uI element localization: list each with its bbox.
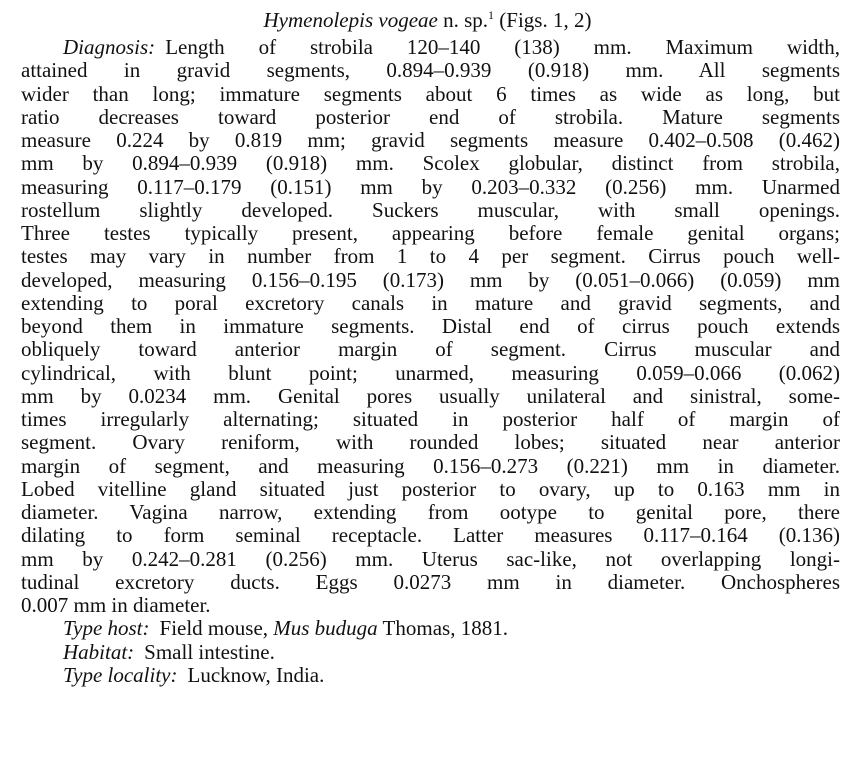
text-line: mm by 0.242–0.281 (0.256) mm. Uterus sac-like, not overlapping longi- xyxy=(21,546,840,571)
habitat-label: Habitat: xyxy=(63,639,135,664)
text-line: mm by 0.0234 mm. Genital pores usually unilateral and sinistral, some- xyxy=(21,383,840,408)
type-host-common-name: Field mouse, xyxy=(159,616,274,641)
text-line: rostellum slightly developed. Suckers muscular, with small openings. xyxy=(21,197,840,222)
text-line: beyond them in immature segments. Distal end of cirrus pouch extends xyxy=(21,314,840,338)
type-host-label: Type host: xyxy=(63,616,150,641)
type-host xyxy=(21,617,840,640)
figure-reference: (Figs. 1, 2) xyxy=(494,8,592,32)
type-host-species: Mus buduga xyxy=(273,616,378,641)
text-line: Three testes typically present, appearing before female genital organs; xyxy=(21,221,840,245)
text-line: Lobed vitelline gland situated just posterior to ovary, up to 0.163 mm in xyxy=(21,476,840,501)
text-line: measuring 0.117–0.179 (0.151) mm by 0.203–0.332 (0.256) mm. Unarmed xyxy=(21,174,840,199)
text-line: ratio decreases toward posterior end of strobila. Mature segments xyxy=(21,104,840,129)
diagnosis-first-line xyxy=(21,36,840,59)
text-line: tudinal excretory ducts. Eggs 0.0273 mm in diameter. Onchospheres xyxy=(21,569,840,594)
type-locality-value: Lucknow, India. xyxy=(187,662,325,687)
text-line: testes may vary in number from 1 to 4 per segment. Cirrus pouch well- xyxy=(21,244,840,269)
species-name: Hymenolepis vogeae xyxy=(263,8,438,32)
diagnosis-label: Diagnosis: xyxy=(63,35,156,59)
diagnosis-paragraph xyxy=(21,36,840,687)
text-line: Length of strobila 120–140 (138) mm. Maximum width, xyxy=(165,35,840,59)
text-line: wider than long; immature segments about 6 times as wide as long, but xyxy=(21,81,840,106)
text-line: 0.007 mm in diameter. xyxy=(21,593,211,617)
type-locality xyxy=(21,664,840,687)
text-line: margin of segment, and measuring 0.156–0.273 (0.221) mm in diameter. xyxy=(21,453,840,478)
text-line: extending to poral excretory canals in mature and gravid segments, and xyxy=(21,290,840,315)
text-line: attained in gravid segments, 0.894–0.939 (0.918) mm. All segments xyxy=(21,58,840,83)
text-line: mm by 0.894–0.939 (0.918) mm. Scolex globular, distinct from strobila, xyxy=(21,151,840,176)
text-line: obliquely toward anterior margin of segment. Cirrus muscular and xyxy=(21,337,840,362)
text-line: developed, measuring 0.156–0.195 (0.173) mm by (0.051–0.066) (0.059) mm xyxy=(21,267,840,292)
species-heading xyxy=(0,2,855,33)
text-line: segment. Ovary reniform, with rounded lobes; situated near anterior xyxy=(21,430,840,455)
type-locality-label: Type locality: xyxy=(63,662,178,687)
species-status: n. sp. xyxy=(437,8,489,32)
text-line: diameter. Vagina narrow, extending from ootype to genital pore, there xyxy=(21,500,840,524)
habitat xyxy=(21,641,840,664)
text-line: cylindrical, with blunt point; unarmed, measuring 0.059–0.066 (0.062) xyxy=(21,360,840,385)
text-line: measure 0.224 by 0.819 mm; gravid segments measure 0.402–0.508 (0.462) xyxy=(21,128,840,152)
footnote-marker: 1 xyxy=(488,8,495,22)
type-host-authority: Thomas, 1881. xyxy=(377,616,508,641)
habitat-value: Small intestine. xyxy=(144,639,275,664)
text-line: dilating to form seminal receptacle. Latter measures 0.117–0.164 (0.136) xyxy=(21,523,840,548)
text-line: times irregularly alternating; situated in posterior half of margin of xyxy=(21,407,840,431)
